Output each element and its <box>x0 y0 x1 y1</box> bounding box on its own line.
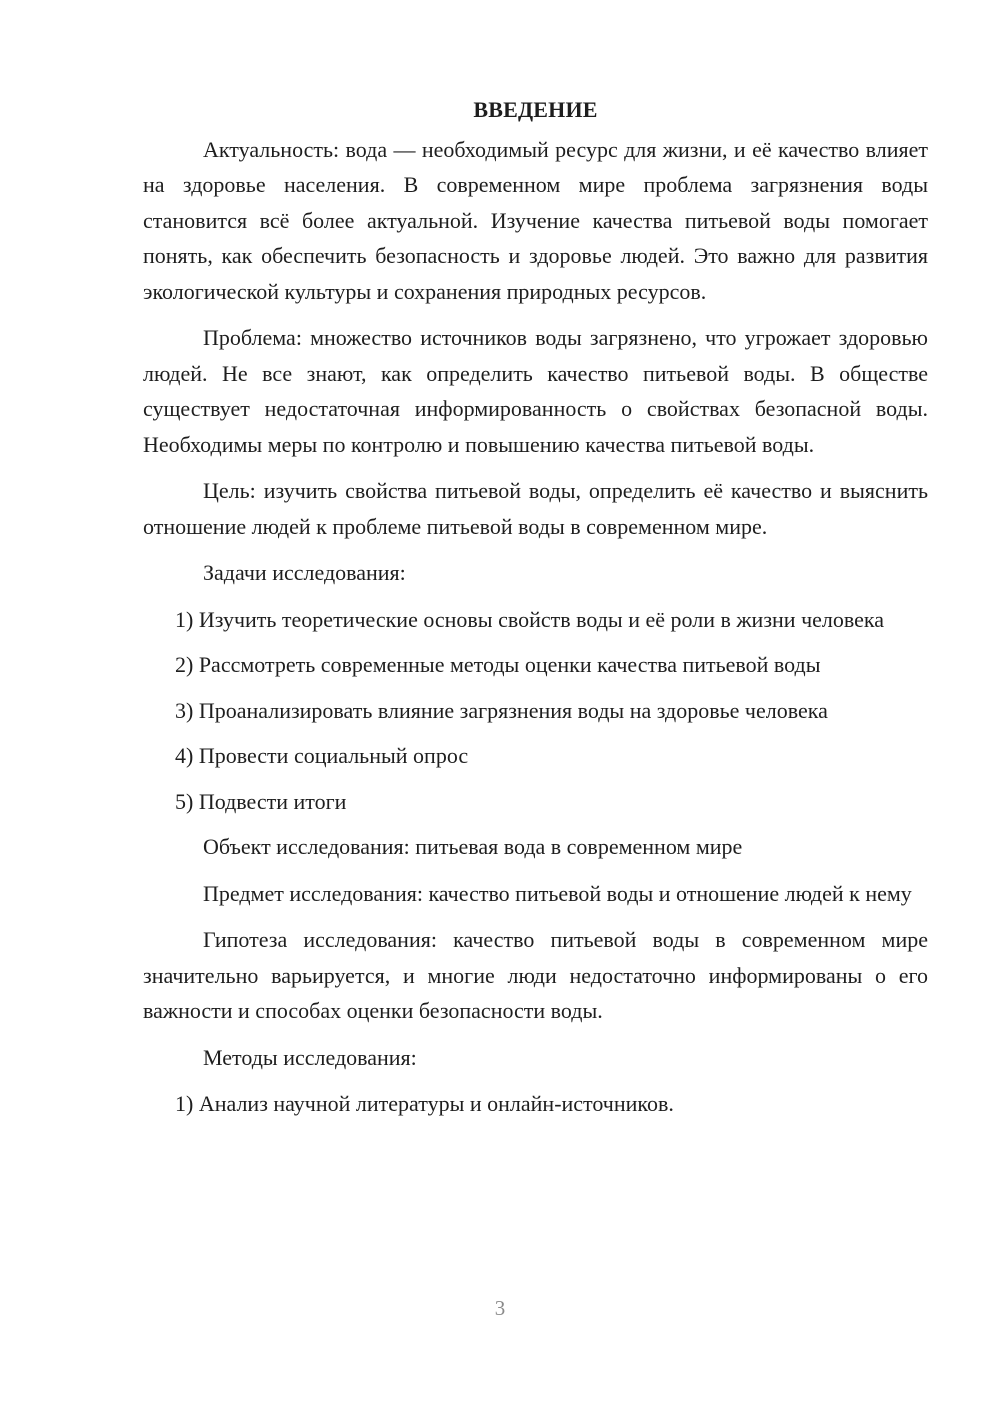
problem-paragraph: Проблема: множество источников воды загрязнено, что угрожает здоровью людей. Не все знают, как определить качество питьевой воды. В обществе существует недостаточная информированность о свойствах безопасной воды. Необходимы меры по контролю и повышению качества питьевой воды. <box>143 325 928 457</box>
hypothesis-paragraph: Гипотеза исследования: качество питьевой воды в современном мире значительно варьируется, и многие люди недостаточно информированы о его важности и способах оценки безопасности воды. <box>143 927 928 1023</box>
tasks-heading: Задачи исследования: <box>203 560 406 585</box>
methods-list <box>143 1086 928 1122</box>
tasks-list <box>143 602 928 820</box>
goal-paragraph: Цель: изучить свойства питьевой воды, определить её качество и выяснить отношение людей к проблеме питьевой воды в современном мире. <box>143 478 928 539</box>
task-item: 5) Подвести итоги <box>175 788 347 814</box>
methods-heading: Методы исследования: <box>203 1044 417 1070</box>
task-item: 1) Изучить теоретические основы свойств воды и её роли в жизни человека <box>175 606 885 632</box>
section-title: ВВЕДЕНИЕ <box>473 97 598 122</box>
relevance-paragraph: Актуальность: вода — необходимый ресурс для жизни, и её качество влияет на здоровье населения. В современном мире проблема загрязнения воды становится всё более актуальной. Изучение качества питьевой воды помогает понять, как обеспечить безопасность и здоровье людей. Это важно для развития экологической культуры и сохранения природных ресурсов. <box>143 136 928 304</box>
document-page <box>143 92 928 1132</box>
object-paragraph: Объект исследования: питьевая вода в современном мире <box>203 834 743 859</box>
subject-paragraph: Предмет исследования: качество питьевой воды и отношение людей к нему <box>203 880 912 906</box>
task-item: 3) Проанализировать влияние загрязнения воды на здоровье человека <box>175 697 828 723</box>
task-item: 2) Рассмотреть современные методы оценки качества питьевой воды <box>175 652 821 677</box>
page-number: 3 <box>494 1296 506 1320</box>
method-item: 1) Анализ научной литературы и онлайн-источников. <box>175 1091 674 1116</box>
task-item: 4) Провести социальный опрос <box>175 743 469 768</box>
